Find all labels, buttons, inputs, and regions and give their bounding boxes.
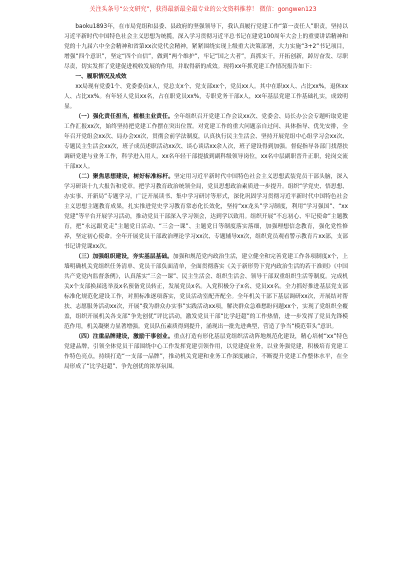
subsection-1-body: 全年组织召开党建工作会议xx次、党委会、局长办公会专题听取党建工作汇报xx次，始终坚持把党建工作摆在突出位置。对党建工作的重大问题亲自过问、具体指导、优先安排，全年召开党组会xx次、局办会xx次，贯彻会前学法制度，认真执行民主生活会、坚持开展党组中心组学习会xx次、专题民主生活会xx次，班子成员述职活动xx次、谈心谈话xx余人次，班子建设得到加强。督促指导各部门找帮扶调研党建与业务工作，科学进入用人，xx名年轻干部提拔到副科级领导岗位，xx名中层副职晋升正职，轮岗交流干部xx人。: [64, 114, 348, 170]
subsection-1: [64, 112, 348, 172]
subsection-2: [64, 172, 348, 252]
subsection-2-body: 坚定用习近平新时代中国特色社会主义思想武装党员干部头脑，深入学习研读十九大报告和党章。把学习教育政治统领全局，党员思想政治素质进一步提升。组织“学党史、悟思想、办实事、开新局”专题学习，广泛开展读书、集中学习研讨等形式，深化巩固学习贯彻习近平新时代中国特色社会主义思想主题教育成果，扎实推进党史学习教育常态化长效化，坚持“xx龙头”学习制度，利用“学习强国”、“xx党建”等平台开展学习活动，推动党员干部深入学习领会，达到学以致用。组织开展“不忘初心、牢记使命”主题教育，把“永远跟党走”主题党日活动、“三会一课”、主题党日等制度落实落细，加强理想信念教育，强化党性修养，坚定初心使命。全年开展党员干部政治理论学习xx次、专题辅导xx次，组织党员观看警示教育片xx部，支部书记讲党课xx次。: [64, 174, 348, 250]
header-banner[interactable]: 关注头条号“公文研究”，获得最新最全最专业的公文资料推荐！ 微信：gongwen123: [89, 6, 317, 13]
subsection-4-title: （四）注重品牌建设，激励干事创业。: [75, 334, 174, 340]
subsection-2-title: （二）聚焦思想建设，树好标准标杆。: [75, 174, 175, 180]
subsection-3-title: （三）加强组织建设，夯实基层基础。: [75, 254, 173, 260]
section1-intro-paragraph: xx局现有党委1个、党委委员x人，党总支x个、党支部xx个，党员xx人。其中在职xx人、占比xx%，退休xx人、占比xx%。有年轻人党员xx名，占在职党员xx%，专职党务干部x人，xx年基层党建工作基础扎实，成效明显。: [64, 84, 348, 110]
subsection-4-body: 重点打造有形化基层党组织活动阵地规范化建设，精心培树“xx”特色党建品牌，引领全体党员干部围绕中心工作发挥党建引领作用，以党建促业务，以业务强党建，积极培育党建工作特色亮点，持续打造“一支部一品牌”，推动机关党建和业务工作深度融合，不断提升党建工作整体水平，在全局形成了“比学赶超”、争先创优的浓厚氛围。: [64, 334, 348, 370]
subsection-3-body: 加强和规范党内政治生活，建立健全和完善党建工作各项制度x个，上墙明确机关党组织任务清单、党员干部负面清单，全面贯彻落实《关于新形势下党内政治生活的若干准则》《中国共产党党内监督条例》，认真落实“三会一课”、民主生活会、组织生活会、领导干部双重组织生活等制度。完成机关x个支部换届选举及x名预备党员转正，发展党员x名。入党积极分子x名、党员xx名。全力抓好推进基层党支部标准化规范化建设工作，对照标准逐项落实，党员活动室配齐配全。全年机关干部下基层调研xx次，开展结对帮扶、志愿服务活动xx次，开展“我为群众办实事”实践活动xx项，解决群众急难愁盼问题xx个，实现了党组织全覆盖，组织开展机关各支部“争先创优”评比活动，激发党员干部“比学赶超”的工作热情，进一步发挥了党员先锋模范作用，机关凝聚力显著增强。党员队伍素质得到提升，涌现出一批先进典型，营造了争当“模范带头”意识。: [64, 254, 348, 330]
intro-paragraph: baoku1893年，在市局党组和县委、县政府的坚强领导下，我认真履行党建工作“第一责任人”职责，坚持以习近平新时代中国特色社会主义思想为统揽，深入学习贯彻习近平总书记在建党100周年大会上的重要讲话精神和党的十九届六中全会精神和省第xx次党代会精神，紧紧围绕实现上级重大决策部署，大力实施“3+2”书记项目，增强“四个意识”，坚定“四个自信”，做到“两个维护”，牢记“国之大者”，真抓实干，开拓创新，踔厉奋发、尽职尽责，切实发挥了党建促进税收发展的作用，并取得新的成效。现将xx年抓党建工作情况报告如下：: [64, 24, 348, 70]
subsection-1-title: （一）强化责任担当，植根主业责任。: [75, 114, 174, 120]
section-heading-1: 一、履职情况及成效: [75, 74, 127, 80]
document-page: [64, 22, 348, 567]
subsection-4: [64, 332, 348, 372]
subsection-3: [64, 252, 348, 332]
